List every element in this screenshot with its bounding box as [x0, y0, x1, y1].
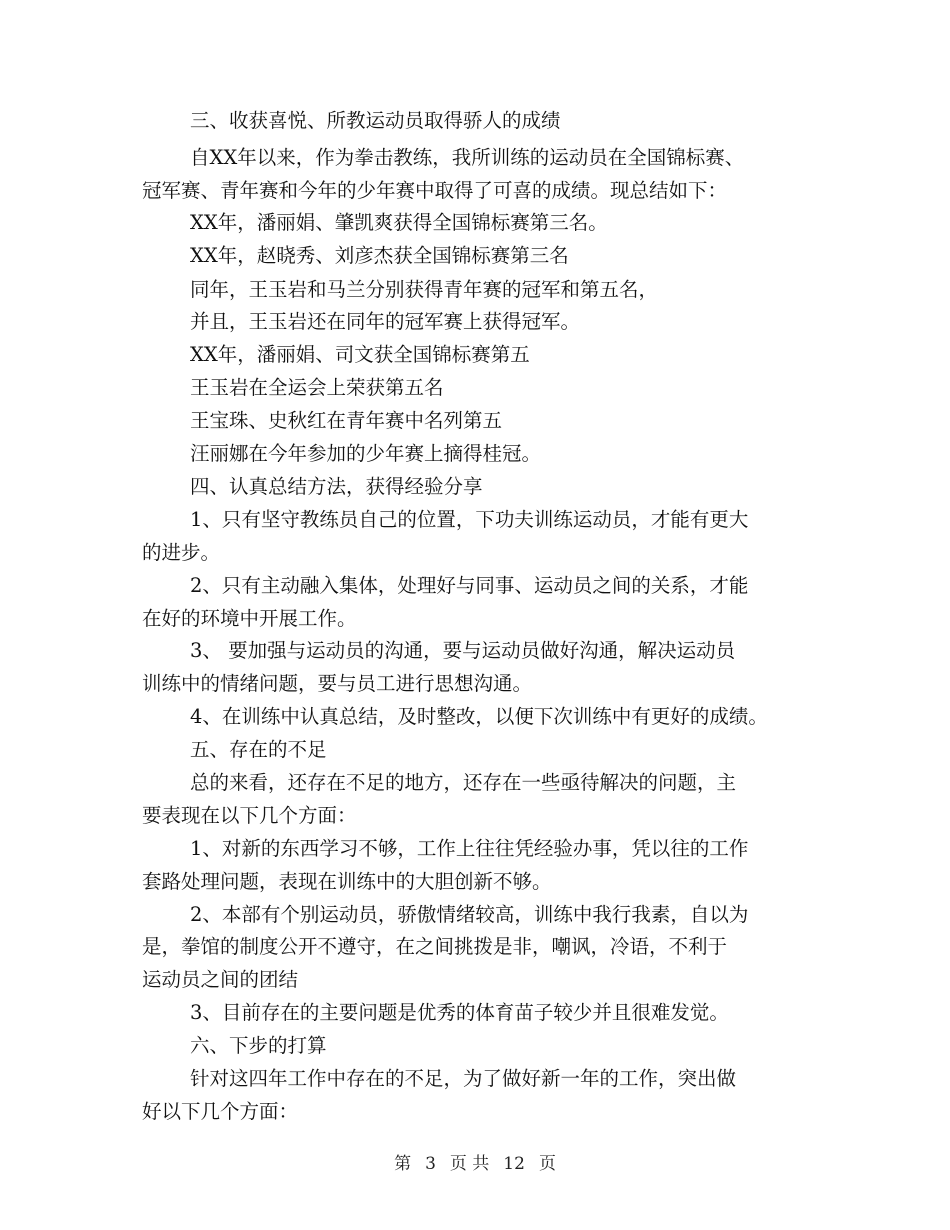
- text-line: 王玉岩在全运会上荣获第五名: [190, 376, 444, 399]
- text-line: 运动员之间的团结: [142, 968, 299, 991]
- text-line: 套路处理问题，表现在训练中的大胆创新不够。: [142, 870, 552, 893]
- text-line: 的进步。: [142, 541, 221, 564]
- text-line: 训练中的情绪问题，要与员工进行思想沟通。: [142, 672, 533, 695]
- text-line: 王宝珠、史秋红在青年赛中名列第五: [190, 409, 503, 432]
- page-footer: [0, 1153, 950, 1175]
- footer-suffix: 页: [538, 1154, 556, 1174]
- text-line: 3、 要加强与运动员的沟通，要与运动员做好沟通，解决运动员: [190, 639, 736, 662]
- text-line: 好以下几个方面：: [142, 1100, 299, 1123]
- text-line: 3、目前存在的主要问题是优秀的体育苗子较少并且很难发觉。: [190, 1001, 729, 1024]
- text-line: XX年，赵晓秀、刘彦杰获全国锦标赛第三名: [190, 244, 569, 267]
- text-line: 四、认真总结方法，获得经验分享: [190, 475, 483, 498]
- text-line: 2、只有主动融入集体，处理好与同事、运动员之间的关系，才能: [190, 574, 749, 597]
- text-line: 自XX年以来，作为拳击教练，我所训练的运动员在全国锦标赛、: [190, 146, 745, 169]
- text-line: 并且，王玉岩还在同年的冠军赛上获得冠军。: [190, 310, 581, 333]
- text-line: 同年，王玉岩和马兰分别获得青年赛的冠军和第五名，: [190, 278, 659, 301]
- text-line: 总的来看，还存在不足的地方，还存在一些亟待解决的问题，主: [190, 771, 737, 794]
- text-line: 4、在训练中认真总结，及时整改，以便下次训练中有更好的成绩。: [190, 705, 768, 728]
- footer-total-pages: 12: [503, 1154, 525, 1174]
- text-line: 1、只有坚守教练员自己的位置，下功夫训练运动员，才能有更大: [190, 508, 749, 531]
- footer-prefix: 第: [394, 1154, 412, 1174]
- text-line: XX年，潘丽娟、司文获全国锦标赛第五: [190, 343, 530, 366]
- text-line: 2、本部有个别运动员，骄傲情绪较高，训练中我行我素，自以为: [190, 903, 749, 926]
- text-line: 六、下步的打算: [190, 1034, 327, 1057]
- text-line: 是，拳馆的制度公开不遵守，在之间挑拨是非，嘲讽，冷语，不利于: [142, 935, 728, 958]
- text-line: 在好的环境中开展工作。: [142, 607, 357, 630]
- text-line: 汪丽娜在今年参加的少年赛上摘得桂冠。: [190, 442, 542, 465]
- text-line: 三、收获喜悦、所教运动员取得骄人的成绩: [190, 109, 561, 132]
- text-line: 针对这四年工作中存在的不足，为了做好新一年的工作，突出做: [190, 1067, 737, 1090]
- footer-middle: 页 共: [449, 1154, 490, 1174]
- text-line: 冠军赛、青年赛和今年的少年赛中取得了可喜的成绩。现总结如下：: [142, 179, 728, 202]
- text-line: 1、对新的东西学习不够，工作上往往凭经验办事，凭以往的工作: [190, 837, 749, 860]
- text-line: 要表现在以下几个方面：: [142, 804, 357, 827]
- text-line: XX年，潘丽娟、肇凯爽获得全国锦标赛第三名。: [190, 211, 608, 234]
- footer-current-page: 3: [425, 1154, 436, 1174]
- text-line: 五、存在的不足: [190, 738, 327, 761]
